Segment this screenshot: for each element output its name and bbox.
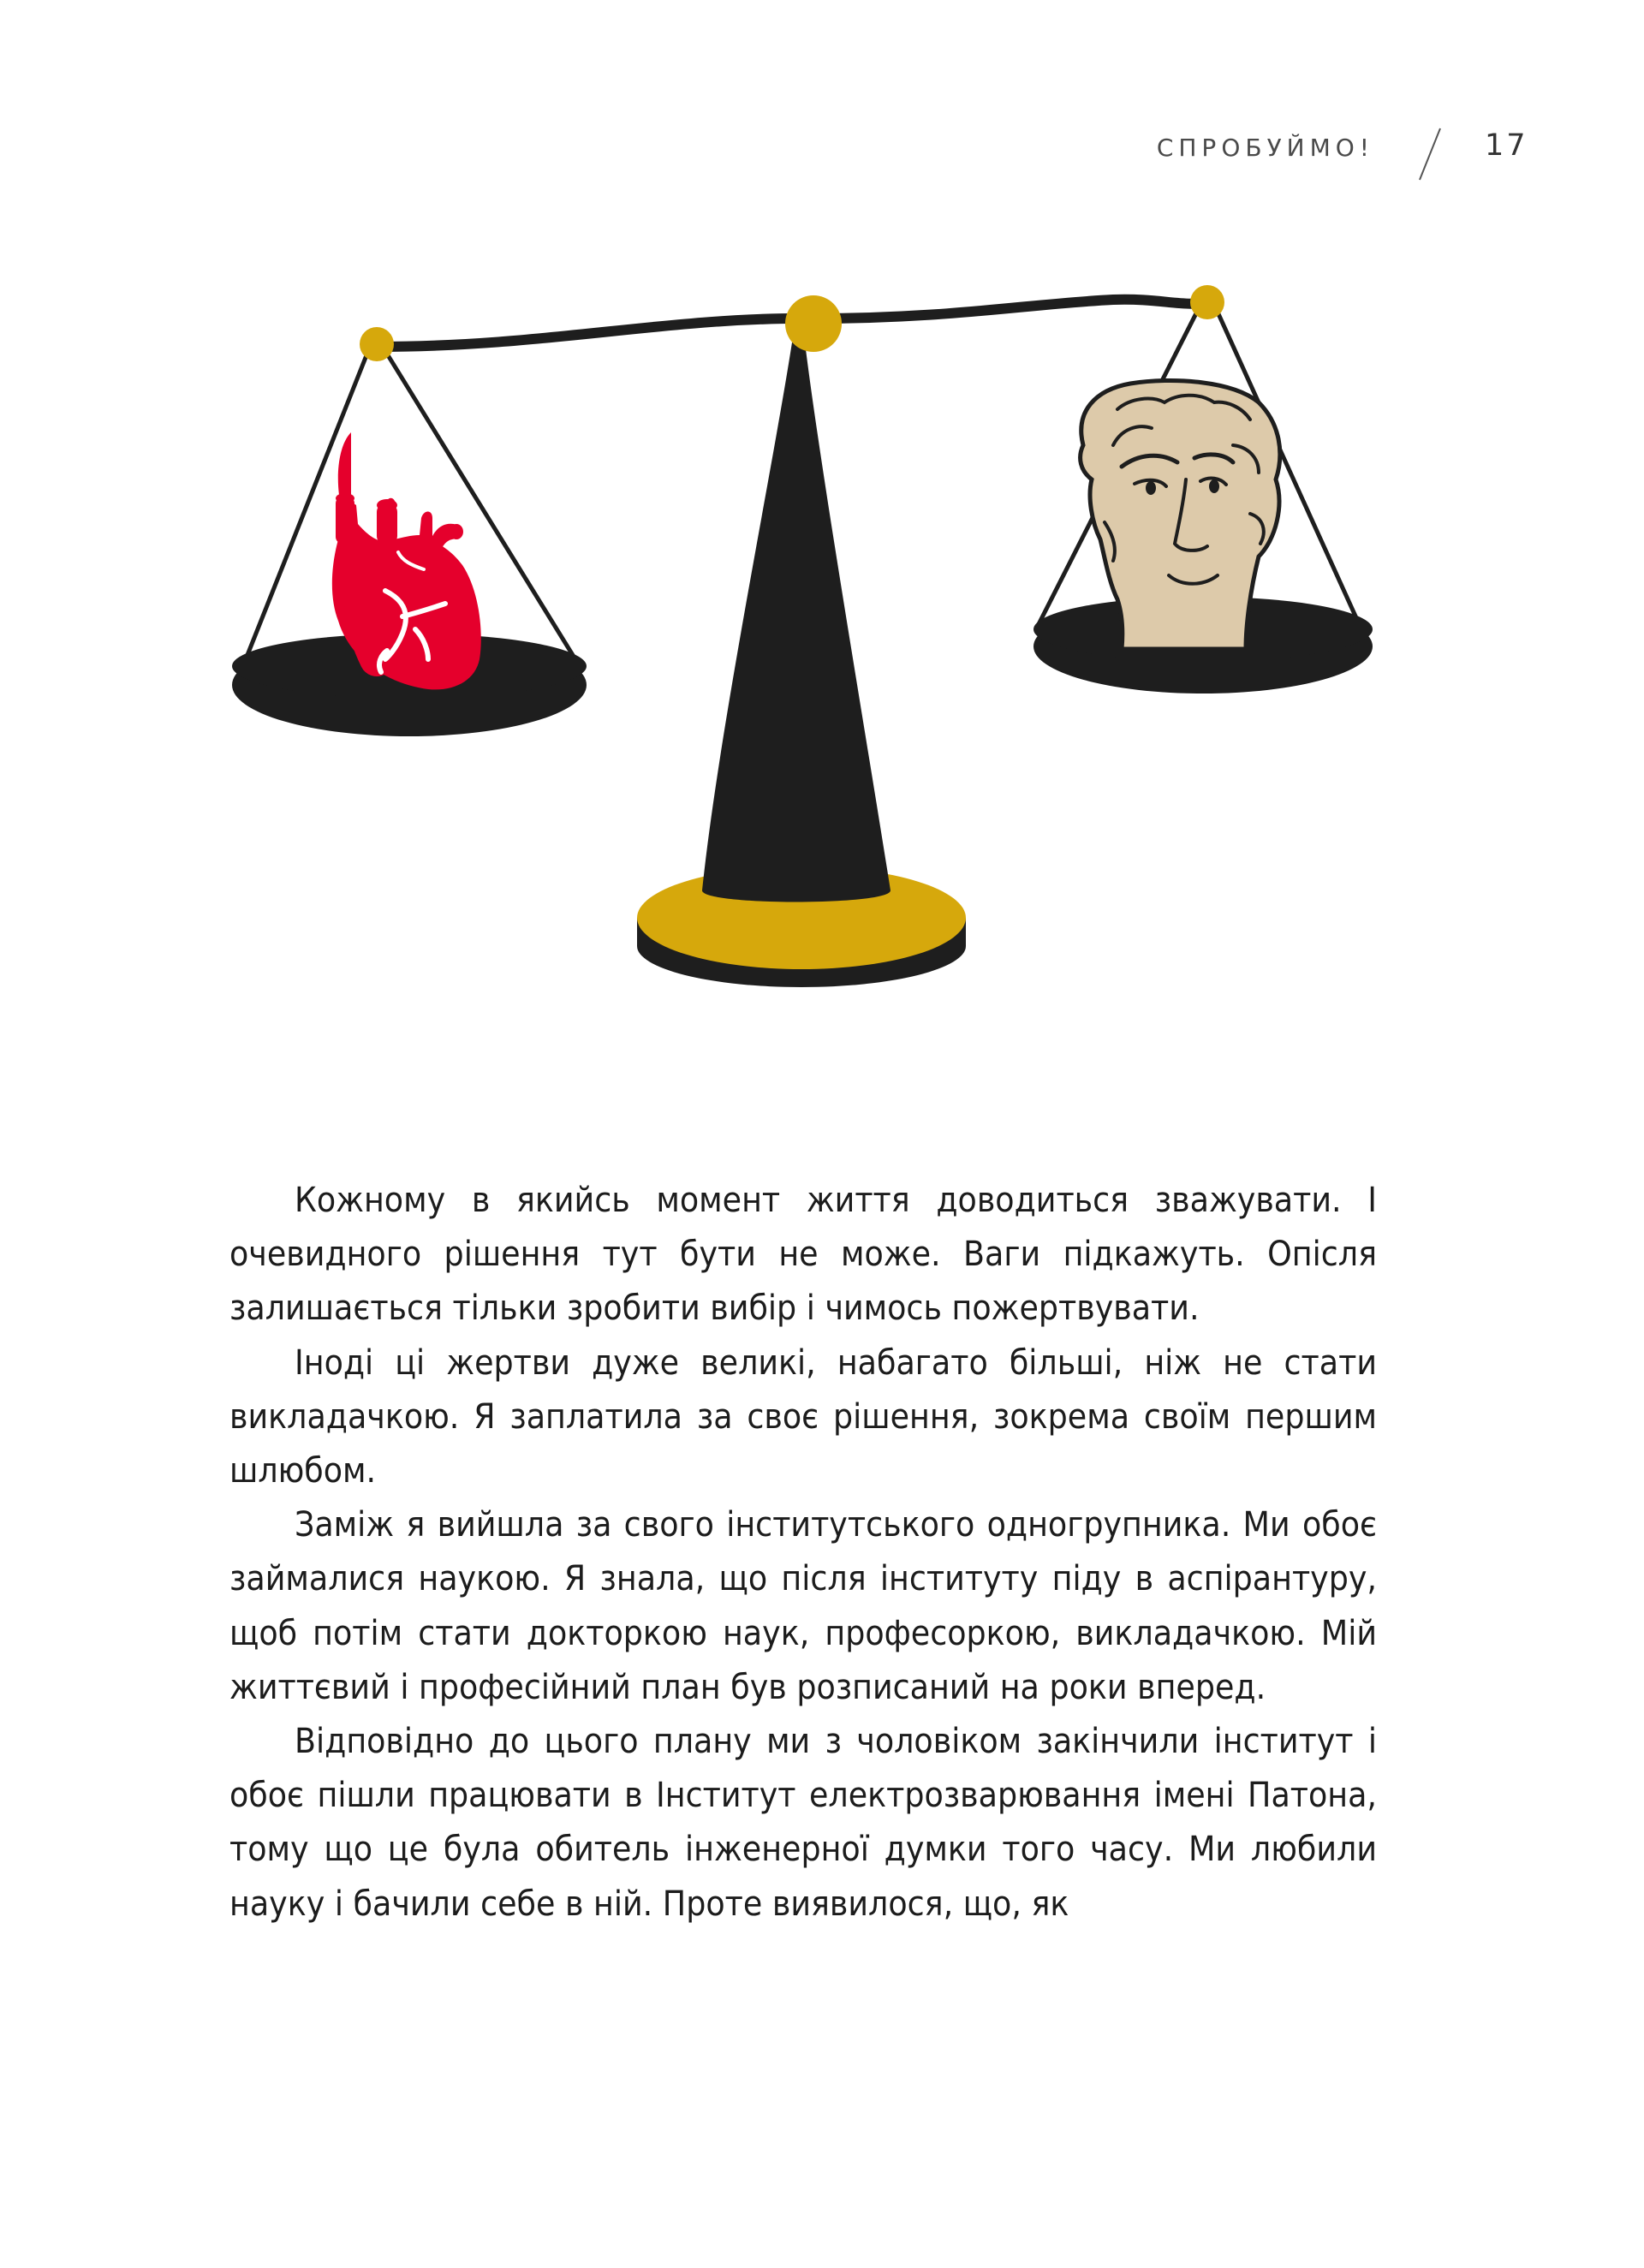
right-knob: [1190, 285, 1224, 319]
body-text: [229, 1173, 1377, 1931]
paragraph: Заміж я вийшла за свого інститутського одногрупника. Ми обоє займалися наукою. Я знала, що після інституту піду в аспірантуру, щоб потім стати докторкою наук, професоркою, викладачкою. Мій життєвий і професійний план був розписаний на роки вперед.: [229, 1503, 1377, 1707]
paragraph: Іноді ці жертви дуже великі, набагато більші, ніж не стати викладачкою. Я заплатила за своє рішення, зокрема своїм першим шлюбом.: [229, 1341, 1377, 1491]
center-knob: [785, 295, 842, 352]
page-number: 17: [1485, 128, 1528, 163]
scale-stand: [637, 295, 966, 987]
paragraph: Кожному в якийсь момент життя доводиться зважувати. І очевидного рішення тут бути не може. Ваги підкажуть. Опісля залишається тільки зробити вибір і чимось пожертвувати.: [229, 1179, 1377, 1329]
left-knob: [360, 327, 394, 361]
running-title: СПРОБУЙМО!: [1156, 134, 1374, 162]
scales-illustration: [0, 0, 1644, 1070]
paragraph: Відповідно до цього плану ми з чоловіком закінчили інститут і обоє пішли працювати в Інститут електрозварювання імені Патона, тому що це була обитель інженерної думки того часу. Ми любили науку і бачили себе в ній. Проте виявилося, що, як: [229, 1720, 1377, 1924]
